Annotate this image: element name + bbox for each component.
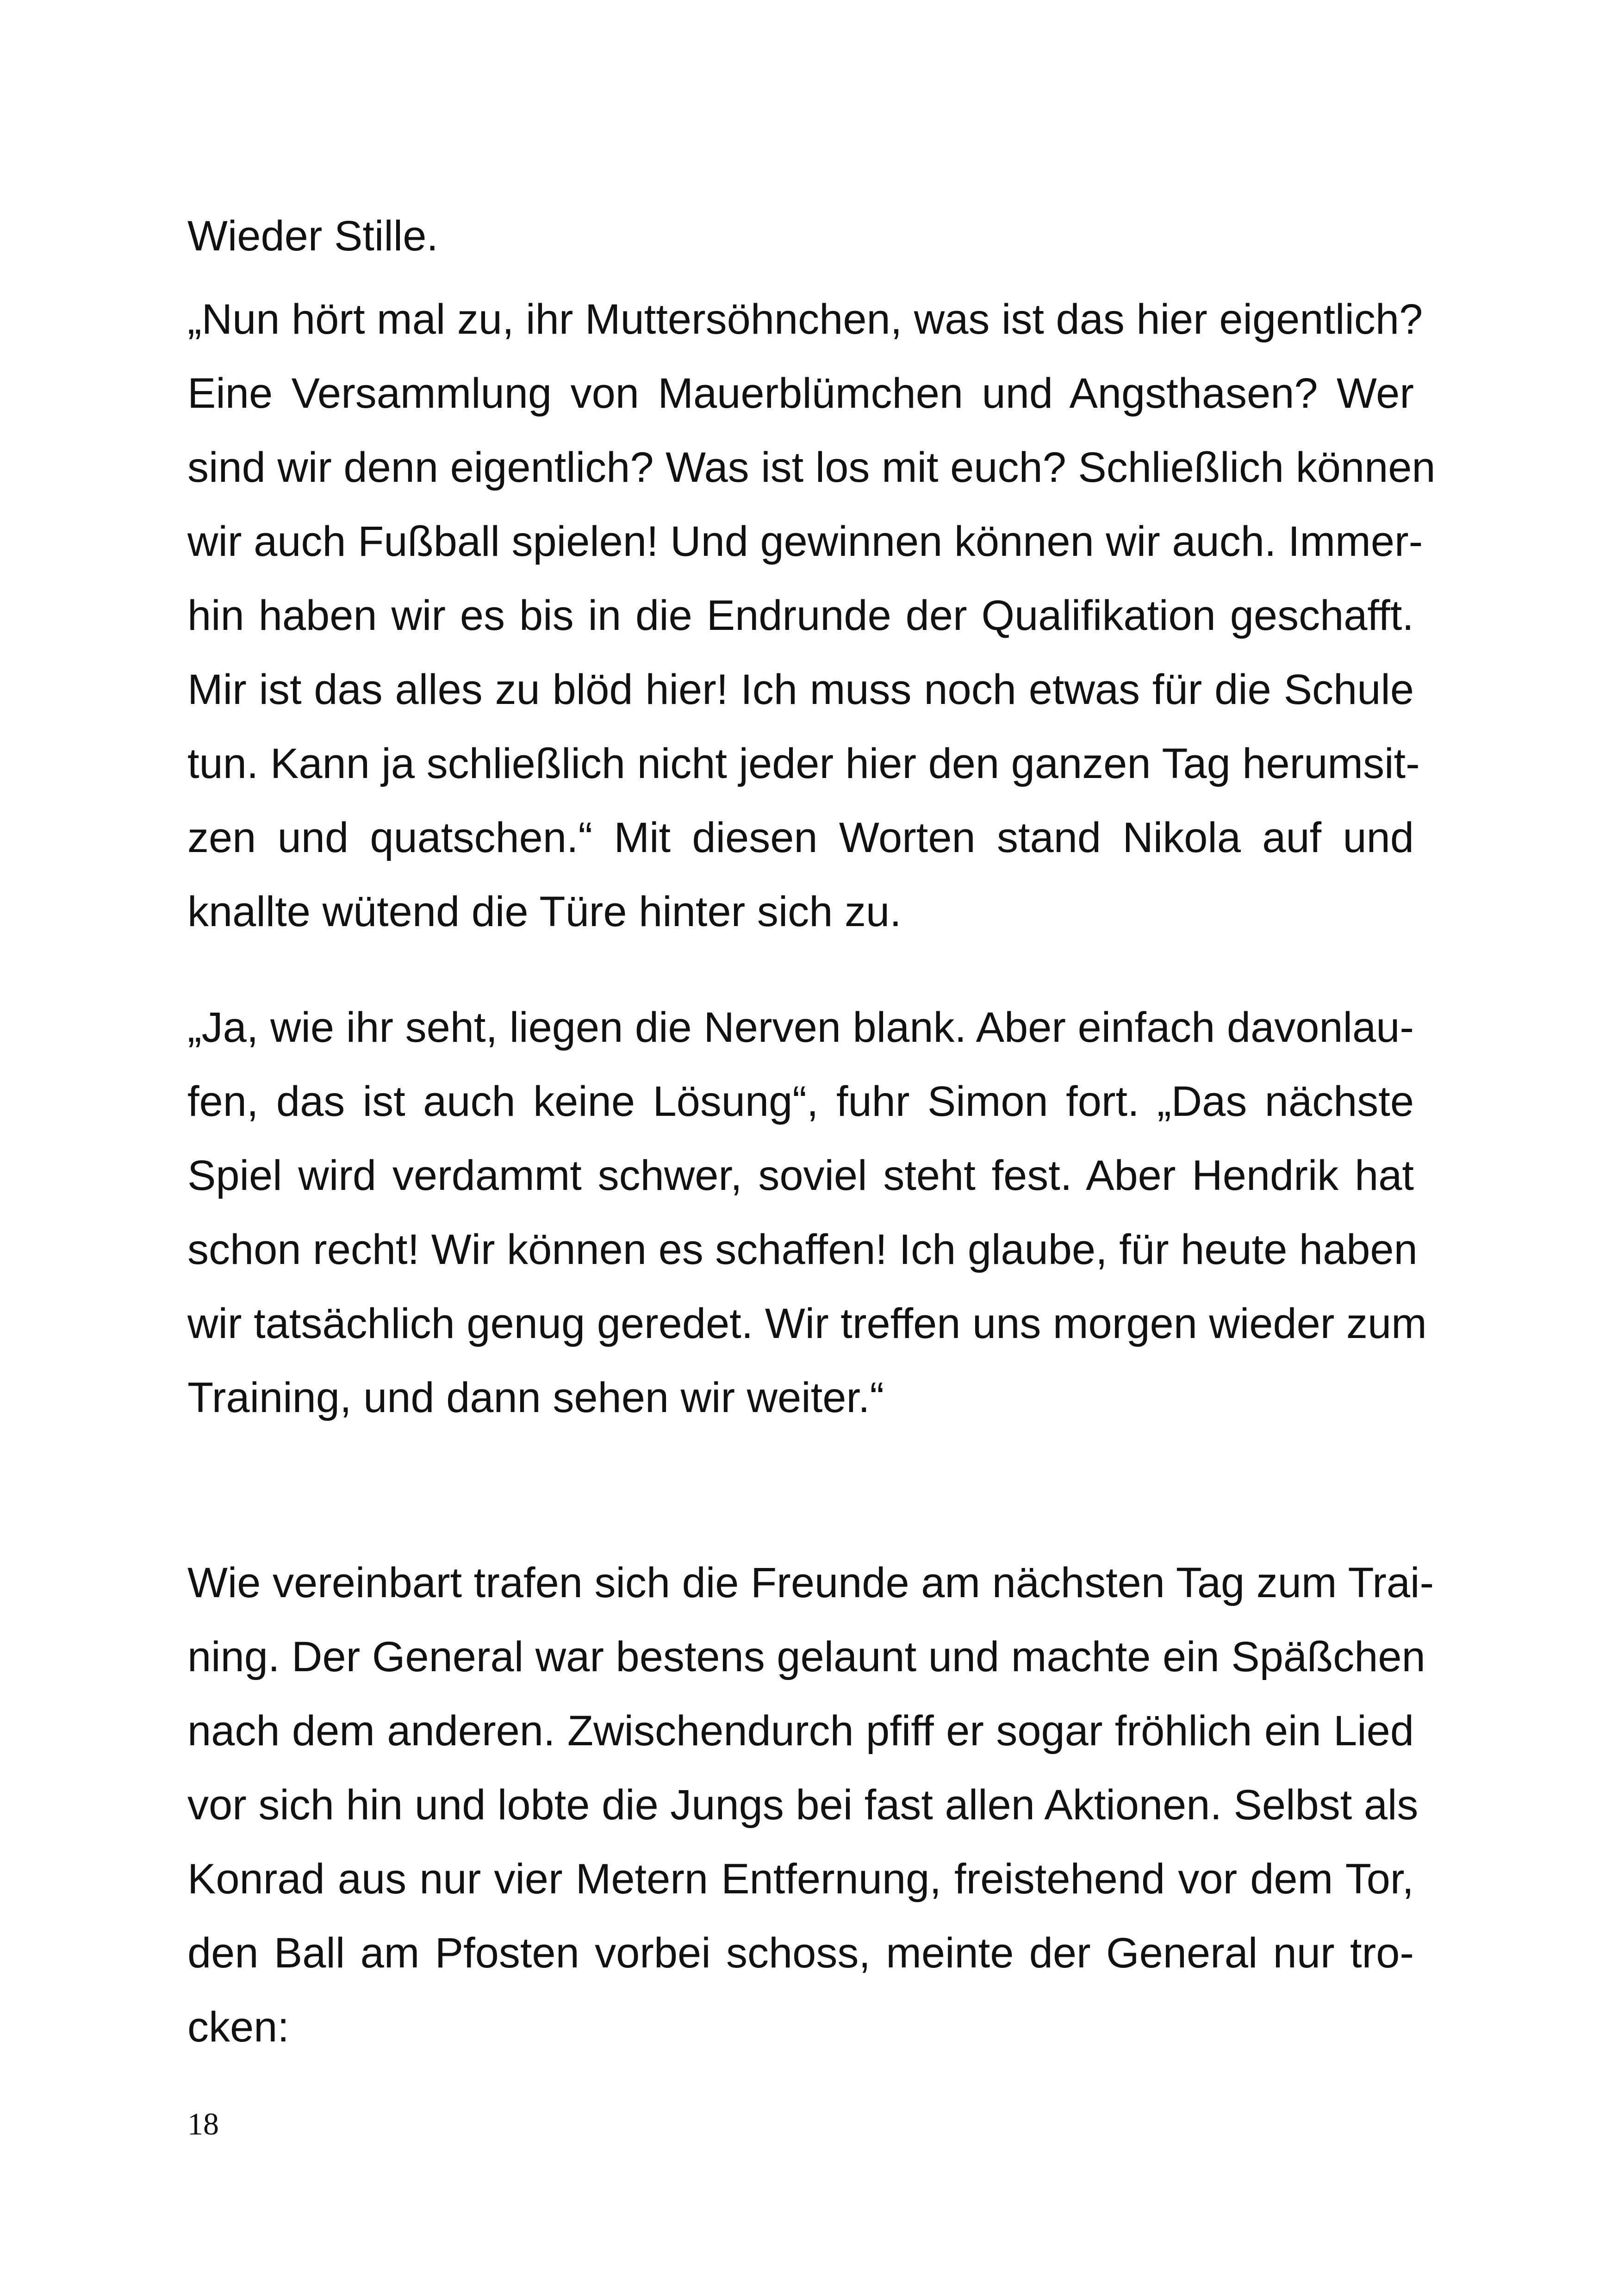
paragraph-3 (187, 990, 1427, 1435)
text-line: vor sich hin und lobte die Jungs bei fast allen Aktionen. Selbst als (187, 1781, 1419, 1829)
text-line: Wieder Stille. (187, 212, 438, 260)
text-line: sind wir denn eigentlich? Was ist los mit euch? Schließlich können (187, 444, 1436, 491)
text-line: „Ja, wie ihr seht, liegen die Nerven blank. Aber einfach davonlau- (187, 1004, 1414, 1051)
text-line: zen und quatschen.“ Mit diesen Worten stand Nikola auf und (187, 814, 1414, 861)
text-line: Wie vereinbart trafen sich die Freunde am nächsten Tag zum Trai- (187, 1559, 1434, 1606)
text-line: Training, und dann sehen wir weiter.“ (187, 1374, 884, 1421)
text-line: „Nun hört mal zu, ihr Muttersöhnchen, was ist das hier eigentlich? (187, 296, 1423, 343)
text-line: ning. Der General war bestens gelaunt und machte ein Späßchen (187, 1633, 1425, 1680)
text-line: knallte wütend die Türe hinter sich zu. (187, 888, 902, 935)
paragraph-2 (187, 282, 1436, 949)
text-line: Mir ist das alles zu blöd hier! Ich muss noch etwas für die Schule (187, 666, 1414, 713)
page-number: 18 (187, 2106, 219, 2141)
text-line: tun. Kann ja schließlich nicht jeder hier den ganzen Tag herumsit- (187, 740, 1420, 787)
text-line: hin haben wir es bis in die Endrunde der Qualifikation geschafft. (187, 592, 1414, 639)
text-line: Spiel wird verdammt schwer, soviel steht fest. Aber Hendrik hat (187, 1152, 1414, 1199)
text-line: cken: (187, 2004, 289, 2051)
paragraph-4 (187, 1546, 1434, 2064)
text-line: Eine Versammlung von Mauerblümchen und Angsthasen? Wer (187, 370, 1414, 417)
text-line: nach dem anderen. Zwischendurch pfiff er sogar fröhlich ein Lied (187, 1707, 1414, 1755)
text-line: schon recht! Wir können es schaffen! Ich glaube, für heute haben (187, 1226, 1418, 1273)
text-line: fen, das ist auch keine Lösung“, fuhr Simon fort. „Das nächste (187, 1078, 1414, 1125)
text-line: wir tatsächlich genug geredet. Wir treffen uns morgen wieder zum (187, 1300, 1427, 1347)
text-line: wir auch Fußball spielen! Und gewinnen können wir auch. Immer- (187, 518, 1423, 565)
text-line: Konrad aus nur vier Metern Entfernung, freistehend vor dem Tor, (187, 1855, 1414, 1903)
paragraph-1 (187, 199, 1414, 273)
text-line: den Ball am Pfosten vorbei schoss, meinte der General nur tro- (187, 1929, 1414, 1977)
